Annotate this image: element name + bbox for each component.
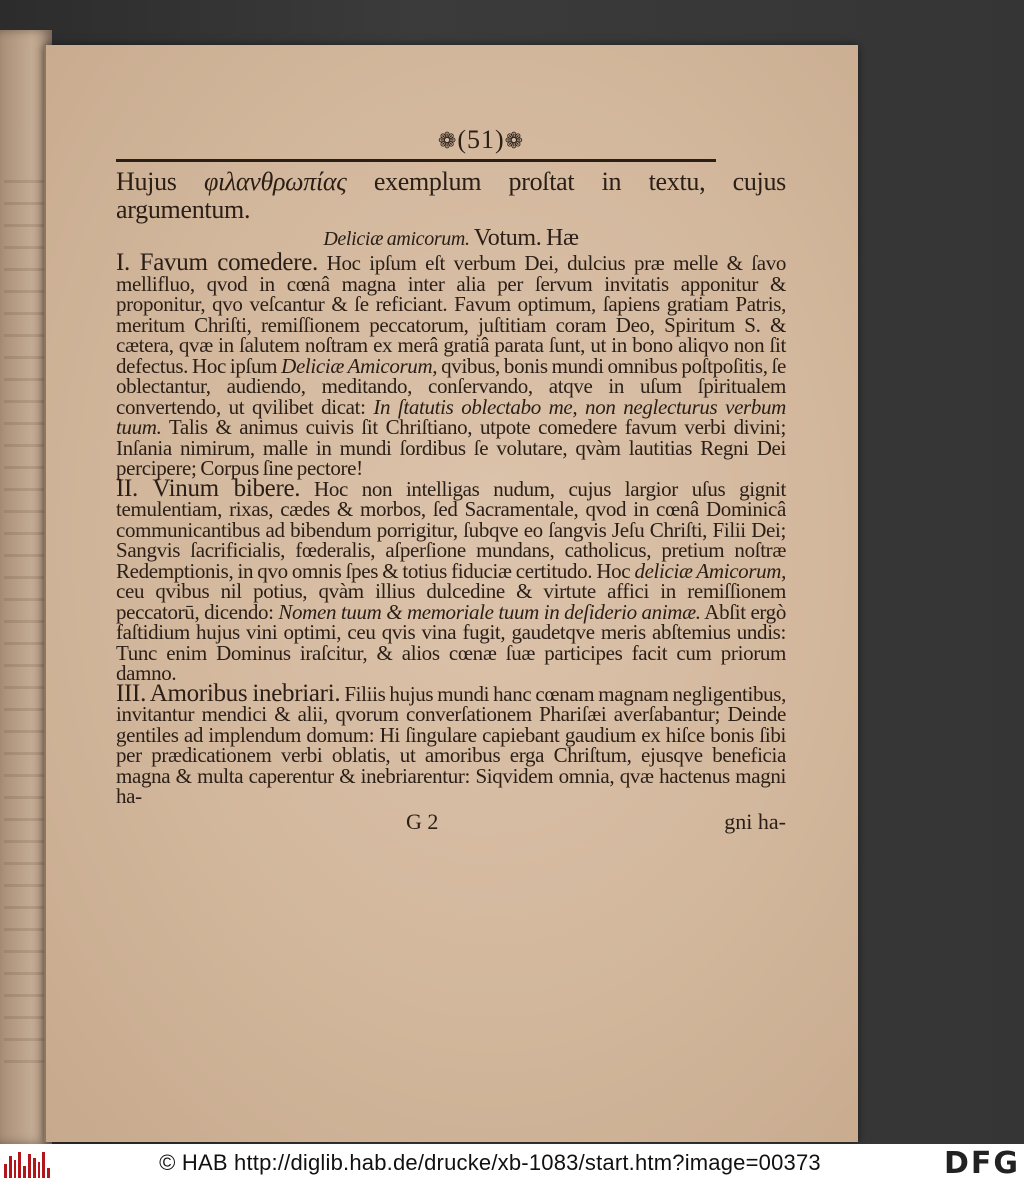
section-1-body: Hoc ipſum eſt verbum Dei, dulcius præ melle & ſavo mellifluo, qvod in cœnâ magna inter alia per ſervum invitatis apponitur & proponitur, qvo veſcantur & ſe reficiant. Favum optimum, ſapiens gratiam Patris, meritum Chriſti, remiſſionem peccatorum, juſtitiam coram Deo, Spiritum S. & cætera, qvæ in ſalutem noſtram ex merâ gratiâ parata ſunt, ut in bono aliqvo non ſit defectus. Hoc ipſum [116,251,786,378]
section-2-body-2: ceu qvibus nil potius, qvàm illius dulcedine & virtute affici in remiſſionem peccatorū, dicendo: [116,579,786,624]
section-1-italic-1: Deliciæ Amicorum, [281,353,438,378]
signature-mark: G 2 [406,808,439,834]
section-1-body-3: Talis & animus cuivis ſit Chriſtiano, utpote comedere favum verbi divini; Inſania nimirum, malle in mundi ſordibus ſe volutare, qvàm lautitias Regni Dei percipere; Corpus ſine pectore! [116,415,786,480]
section-1-heading: I. Favum comedere. [116,249,318,276]
intro-greek: φιλανθρωπίας [203,167,347,196]
section-2 [116,474,787,685]
page-content [116,125,786,835]
section-1-body-2: qvibus, bonis mundi omnibus poſtpoſitis, ſe oblectantur, audiendo, meditando, conſervando, atqve in uſum ſpiritualem convertendo, ut qvilibet dicat: [116,353,787,419]
document-page [44,45,858,1142]
votum-text: Votum. Hæ [469,225,579,251]
intro-end: exemplum proſtat in textu, cujus argumentum. [116,167,786,224]
page-number-text: (51) [457,125,505,154]
ornament-right-icon: ❁ [504,129,525,154]
section-3 [116,679,787,808]
header-rule [116,159,716,162]
intro-start: Hujus [116,167,204,196]
section-1 [116,249,787,480]
section-2-body-3: Abſit ergò faſtidium hujus vini optimi, ceu qvis vina fugit, gaudetqve meris abſtemius undis: Tunc enim Dominus iraſcitur, & alios cœnæ ſuæ participes facit cum priorum damno. [116,599,786,685]
section-3-heading: III. Amoribus inebriari. [116,679,341,707]
section-2-heading: II. Vinum bibere. [116,474,301,502]
page-number [116,125,786,155]
section-2-italic-1: deliciæ Amicorum, [634,558,787,583]
catchword: gni ha- [724,808,786,834]
ornament-left-icon: ❁ [437,129,458,154]
section-2-italic-2: Nomen tuum & memoriale tuum in deſiderio animæ. [278,599,701,624]
previous-page-text-bleed [4,180,44,1080]
section-1-italic-2: In ſtatutis oblectabo me, non neglecturus verbum tuum. [116,394,786,439]
intro-paragraph [116,168,786,224]
copyright-url-text[interactable]: © HAB http://diglib.hab.de/drucke/xb-1083/start.htm?image=00373 [159,1150,821,1175]
votum-italic: Deliciæ amicorum. [323,228,470,250]
signature-line [116,809,786,835]
section-3-body: Filiis hujus mundi hanc cœnam magnam negligentibus, invitantur mendici & alii, qvorum converſationem Phariſæi averſabantur; Deinde gentiles ad implendum domum: Hi ſingulare capiebant gaudium ex hiſce bonis ſibi per prædicationem verbi oblatis, ut amoribus erga Chriſtum, ejusqve beneficia magna & multa caperentur & inebriarentur: Siqvidem omnia, qvæ hactenus magni ha- [116,681,787,808]
hab-logo-icon [4,1148,50,1178]
dfg-logo: DFG [943,1145,1020,1181]
footer-bar [0,1144,1024,1182]
section-2-body: Hoc non intelligas nudum, cujus largior uſus gignit temulentiam, rixas, cædes & morbos, ſed Sacramentale, qvod in cœnâ Dominicâ communicantibus ad bibendum porrigitur, ſubqve eo ſangvis Jeſu Chriſti, Filii Dei; Sangvis ſacrificialis, fœderalis, aſperſione mundans, catholicus, pretium noſtræ Redemptionis, in qvo omnis ſpes & totius fiduciæ certitudo. Hoc [116,476,786,583]
body-text [116,168,786,807]
